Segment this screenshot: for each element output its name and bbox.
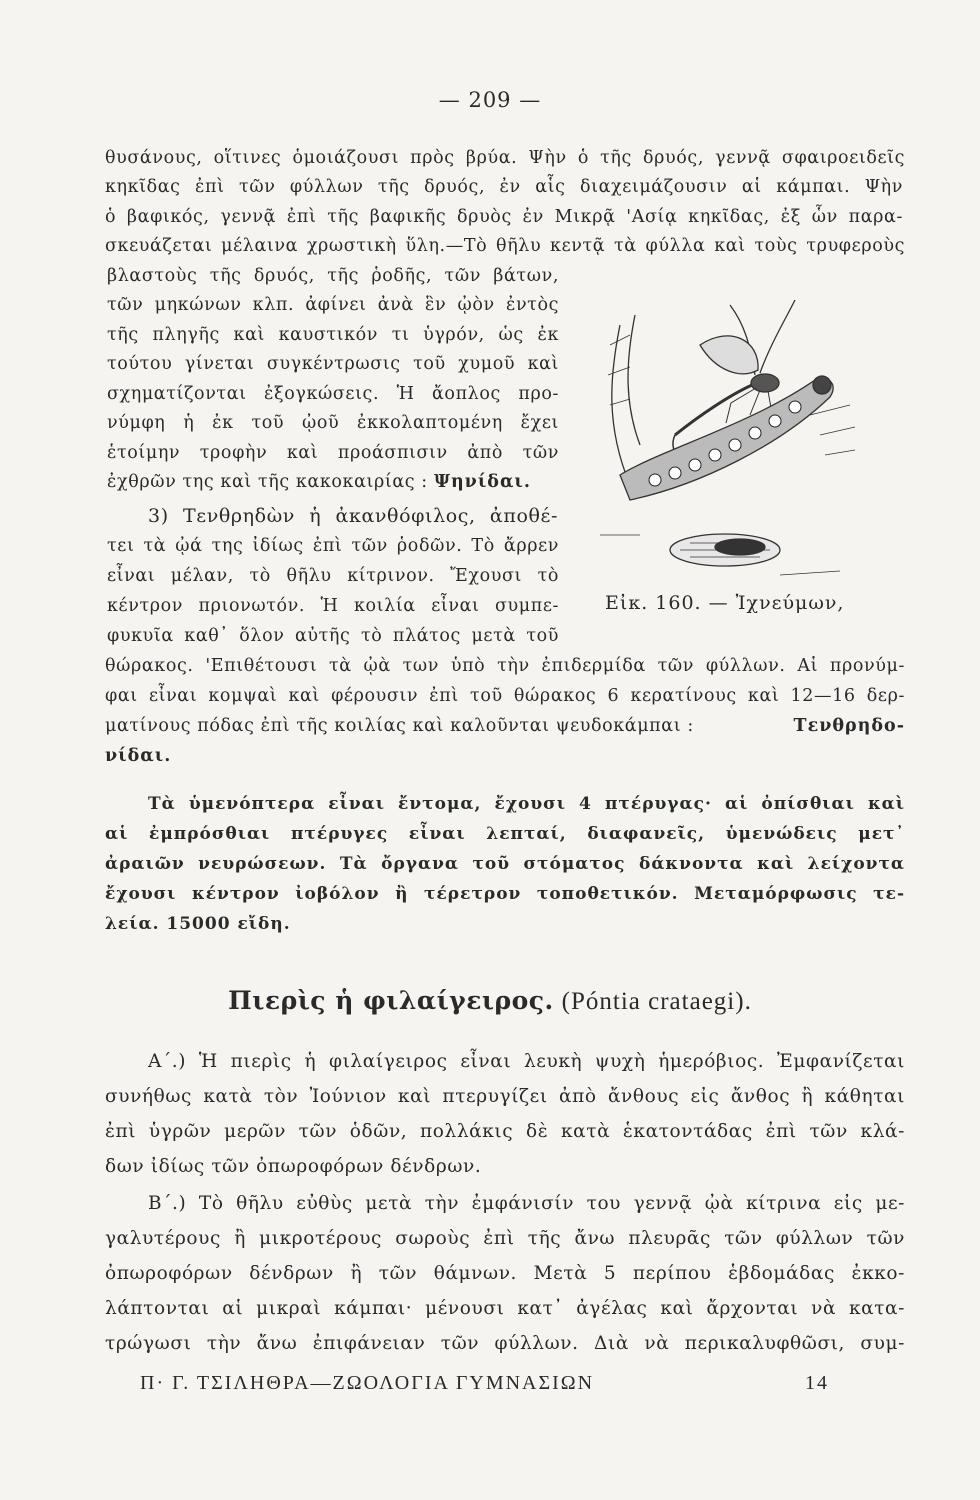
text-line: ὁ βαφικός, γεννᾷ ἐπὶ τῆς βαφικῆς δρυὸς ἐν Μικρᾷ 'Ασίᾳ κηκῖδας, ἐξ ὧν παρα- — [105, 207, 903, 227]
text-line — [107, 470, 559, 494]
family-name-tenthredinidai: Τενθρηδο- — [793, 716, 905, 736]
text-line: Β΄.) Τὸ θῆλυ εὐθὺς μετὰ τὴν ἐμφάνισίν του γεννᾷ ᾠὰ κίτρινα εἰς με- — [148, 1193, 905, 1214]
section-title-greek: Πιερὶς ἡ φιλαίγειρος. — [228, 986, 554, 1015]
text-line: νίδαι. — [105, 746, 172, 766]
text-line: γαλυτέρους ἢ μικροτέρους σωροὺς ἐπὶ τῆς ἄνω πλευρᾶς τῶν φύλλων τῶν — [105, 1228, 905, 1249]
text-line: τρώγωσι τὴν ἄνω ἐπιφάνειαν τῶν φύλλων. Διὰ νὰ περικαλυφθῶσι, συμ- — [105, 1333, 905, 1354]
text-line: Α΄.) Ἡ πιερὶς ἡ φιλαίγειρος εἶναι λευκὴ ψυχὴ ἡμερόβιος. Ἐμφανίζεται — [148, 1051, 905, 1072]
text-line: ἑτοίμην τροφὴν καὶ προάσπισιν ἀπὸ τῶν — [107, 443, 559, 463]
text-fragment: ματίνους πόδας ἐπὶ τῆς κοιλίας καὶ καλοῦνται ψευδοκάμπαι : — [105, 716, 694, 736]
text-line: συνήθως κατὰ τὸν Ἰούνιον καὶ πτερυγίζει ἀπὸ ἄνθους εἰς ἄνθος ἢ κάθηται — [105, 1086, 905, 1107]
text-line: λάπτονται αἱ μικραὶ κάμπαι· μένουσι κατ᾿ ἀγέλας καὶ ἄρχονται νὰ κατα- — [105, 1298, 905, 1319]
text-line: σχηματίζονται ἐξογκώσεις. Ἡ ἄοπλος προ- — [107, 384, 559, 404]
text-line: ἐπὶ ὑγρῶν μερῶν τῶν ὁδῶν, πολλάκις δὲ κατὰ ἑκατοντάδας ἐπὶ τῶν κλά- — [105, 1121, 905, 1142]
text-line: δων ἰδίως τῶν ὀπωροφόρων δένδρων. — [105, 1156, 482, 1177]
text-line — [105, 714, 905, 738]
text-line: 3) Τενθρηδὼν ἡ ἀκανθόφιλος, ἀποθέ- — [148, 505, 558, 527]
text-line: θυσάνους, οἵτινες ὁμοιάζουσι πρὸς βρύα. Ψὴν ὁ τῆς δρυός, γεννᾷ σφαιροειδεῖς — [105, 148, 905, 168]
family-name-psinidai: Ψηνίδαι. — [433, 472, 531, 492]
figure-caption: Εἰκ. 160. — Ἰχνεύμων, — [605, 592, 845, 614]
summary-line: ἀραιῶν νευρώσεων. Τὰ ὄργανα τοῦ στόματος δάκνοντα καὶ λείχοντα — [105, 854, 905, 874]
summary-line: αἱ ἐμπρόσθιαι πτέρυγες εἶναι λεπταί, διαφανεῖς, ὑμενώδεις μετ᾿ — [105, 824, 905, 844]
text-line: σκευάζεται μέλαινα χρωστικὴ ὕλη.—Τὸ θῆλυ κεντᾷ τὰ φύλλα καὶ τοὺς τρυφεροὺς — [105, 236, 905, 256]
text-line: τῆς πληγῆς καὶ καυστικόν τι ὑγρόν, ὡς ἐκ — [107, 325, 559, 345]
text-line: εἶναι μέλαν, τὸ θῆλυ κίτρινον. Ἔχουσι τὸ — [107, 566, 559, 586]
footer-author-title: Π· Γ. ΤΣΙΛΗΘΡΑ—ΖΩΟΛΟΓΙΑ ΓΥΜΝΑΣΙΩΝ — [140, 1372, 595, 1394]
text-line: φαι εἶναι κομψαὶ καὶ φέρουσιν ἐπὶ τοῦ θώρακος 6 κερατίνους καὶ 12—16 δερ- — [105, 686, 905, 706]
text-line: τει τὰ ᾠά της ἰδίως ἐπὶ τῶν ῥοδῶν. Τὸ ἄρρεν — [107, 536, 559, 556]
text-line: φυκυῖα καθ᾿ ὅλον αὐτῆς τὸ πλάτος μετὰ τοῦ — [107, 626, 559, 646]
text-line: τῶν μηκώνων κλπ. ἀφίνει ἀνὰ ἓν ᾠὸν ἐντὸς — [107, 295, 559, 315]
text-line: κηκῖδας ἐπὶ τῶν φύλλων τῆς δρυός, ἐν αἷς διαχειμάζουσιν αἱ κάμπαι. Ψὴν — [105, 177, 903, 197]
summary-line: ἔχουσι κέντρον ἰοβόλον ἢ τέρετρον τοποθετικόν. Μεταμόρφωσις τε- — [105, 884, 905, 904]
text-line: τούτου γίνεται συγκέντρωσις τοῦ χυμοῦ καὶ — [107, 354, 559, 374]
section-title — [0, 986, 980, 1016]
text-line: νύμφη ἡ ἐκ τοῦ ᾠοῦ ἐκκολαπτομένη ἔχει — [107, 413, 559, 433]
text-line: κέντρον πριονωτόν. Ἡ κοιλία εἶναι συμπε- — [107, 596, 559, 616]
ichneumon-illustration — [580, 285, 880, 590]
summary-line: λεία. 15000 εἴδη. — [105, 914, 291, 934]
page-number: — 209 — — [438, 88, 542, 112]
text-line: βλαστοὺς τῆς δρυός, τῆς ῥοδῆς, τῶν βάτων, — [107, 266, 559, 286]
text-line: ὀπωροφόρων δένδρων ἢ τῶν θάμνων. Μετὰ 5 περίπου ἑβδομάδας ἐκκο- — [105, 1263, 905, 1284]
text-fragment: ἐχθρῶν της καὶ τῆς κακοκαιρίας : — [107, 472, 428, 492]
section-title-latin: (Póntia crataegi). — [561, 988, 752, 1015]
summary-line: Τὰ ὑμενόπτερα εἶναι ἔντομα, ἔχουσι 4 πτέρυγας· αἱ ὀπίσθιαι καὶ — [148, 794, 905, 814]
text-line: θώρακος. 'Επιθέτουσι τὰ ᾠὰ των ὑπὸ τὴν ἐπιδερμίδα τῶν φύλλων. Αἱ προνύμ- — [105, 656, 905, 676]
footer-signature-number: 14 — [805, 1372, 829, 1394]
